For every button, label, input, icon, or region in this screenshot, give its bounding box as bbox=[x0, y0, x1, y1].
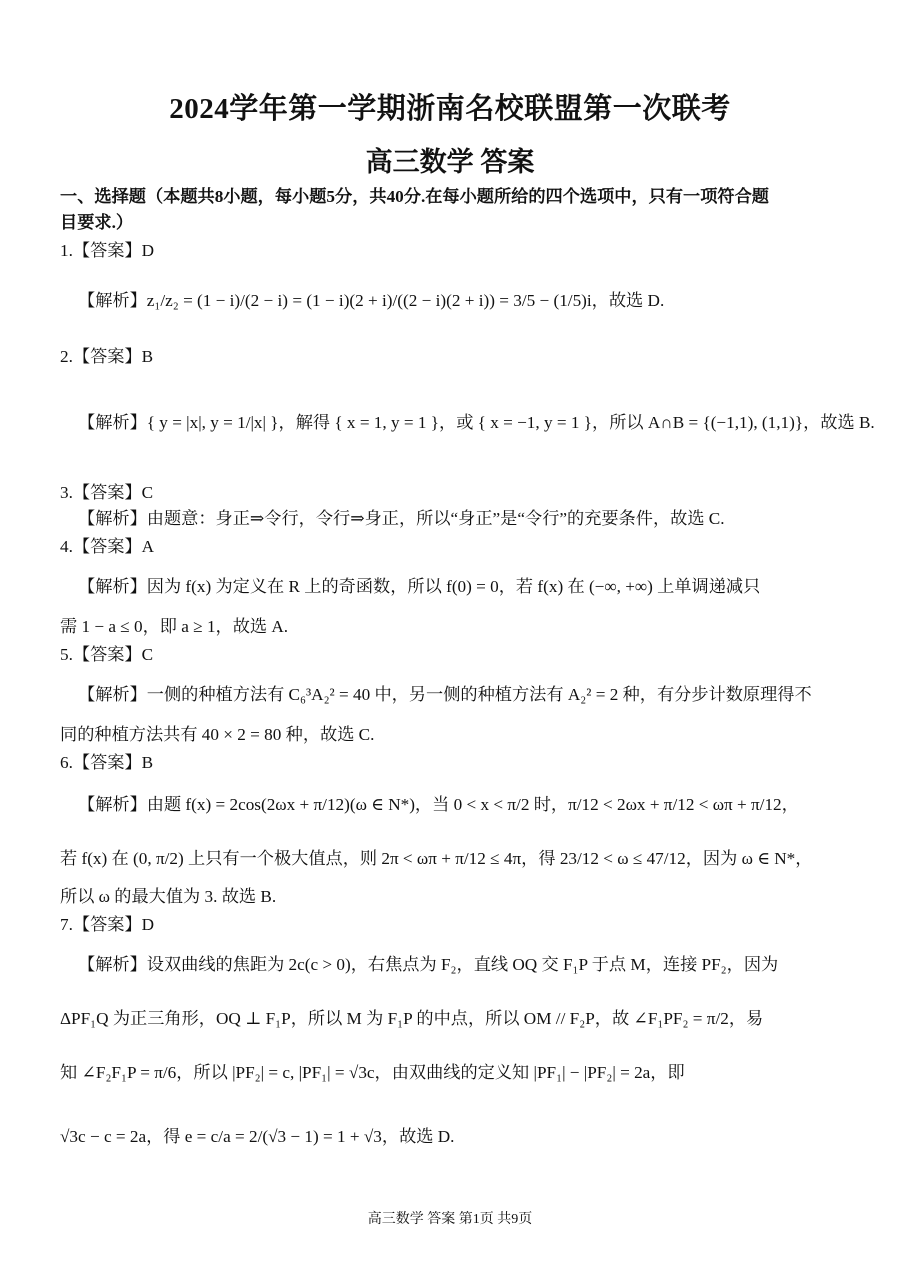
q4-analysis-line1: 【解析】因为 f(x) 为定义在 R 上的奇函数，所以 f(0) = 0，若 f(x) 在 (−∞, +∞) 上单调递减只 bbox=[78, 577, 761, 596]
q7-analysis-line3: 知 ∠F₂F₁P = π/6，所以 |PF₂| = c, |PF₁| = √3c，由双曲线的定义知 |PF₁| − |PF₂| = 2a，即 bbox=[60, 1063, 685, 1082]
q3-answer: 3.【答案】C bbox=[60, 483, 154, 502]
q7-analysis-line1: 【解析】设双曲线的焦距为 2c(c > 0)，右焦点为 F₂，直线 OQ 交 F₁P 于点 M，连接 PF₂，因为 bbox=[78, 955, 779, 974]
q4-answer: 4.【答案】A bbox=[60, 537, 155, 556]
q2-analysis: 【解析】{ y = |x|, y = 1/|x| }，解得 { x = 1, y = 1 }，或 { x = −1, y = 1 }，所以 A∩B = {(−1,1), (1,1)}，故选 B. bbox=[78, 413, 875, 432]
q4-analysis-line2: 需 1 − a ≤ 0，即 a ≥ 1，故选 A. bbox=[60, 617, 289, 636]
q3-analysis: 【解析】由题意：身正⇒令行，令行⇒身正，所以“身正”是“令行”的充要条件，故选 C. bbox=[78, 509, 725, 528]
page-subtitle: 高三数学 答案 bbox=[365, 147, 535, 177]
q5-answer: 5.【答案】C bbox=[60, 645, 154, 664]
q6-analysis-line3: 所以 ω 的最大值为 3. 故选 B. bbox=[60, 887, 277, 906]
q7-answer: 7.【答案】D bbox=[60, 915, 155, 934]
q7-analysis-line4: √3c − c = 2a，得 e = c/a = 2/(√3 − 1) = 1 + √3，故选 D. bbox=[60, 1127, 455, 1146]
section-heading-line1: 一、选择题（本题共8小题，每小题5分，共40分.在每小题所给的四个选项中，只有一项符合题 bbox=[60, 187, 769, 206]
section-heading-line2: 目要求.） bbox=[60, 213, 134, 232]
q6-analysis-line2: 若 f(x) 在 (0, π/2) 上只有一个极大值点，则 2π < ωπ + π/12 ≤ 4π，得 23/12 < ω ≤ 47/12，因为 ω ∈ N*， bbox=[60, 849, 813, 868]
page-footer: 高三数学 答案 第1页 共9页 bbox=[367, 1212, 533, 1227]
q5-analysis-line1: 【解析】一侧的种植方法有 C₆³A₂² = 40 中，另一侧的种植方法有 A₂² = 2 种，有分步计数原理得不 bbox=[78, 685, 812, 704]
q1-answer: 1.【答案】D bbox=[60, 241, 155, 260]
q1-analysis: 【解析】z₁/z₂ = (1 − i)/(2 − i) = (1 − i)(2 + i)/((2 − i)(2 + i)) = 3/5 − (1/5)i，故选 D. bbox=[78, 291, 665, 310]
page-title: 2024学年第一学期浙南名校联盟第一次联考 bbox=[169, 93, 731, 125]
q5-analysis-line2: 同的种植方法共有 40 × 2 = 80 种，故选 C. bbox=[60, 725, 375, 744]
q2-answer: 2.【答案】B bbox=[60, 347, 154, 366]
q6-answer: 6.【答案】B bbox=[60, 753, 154, 772]
q6-analysis-line1: 【解析】由题 f(x) = 2cos(2ωx + π/12)(ω ∈ N*)，当 0 < x < π/2 时，π/12 < 2ωx + π/12 < ωπ + π/12， bbox=[78, 795, 799, 814]
q7-analysis-line2: ΔPF₁Q 为正三角形，OQ ⊥ F₁P，所以 M 为 F₁P 的中点，所以 OM // F₂P，故 ∠F₁PF₂ = π/2，易 bbox=[60, 1009, 764, 1028]
